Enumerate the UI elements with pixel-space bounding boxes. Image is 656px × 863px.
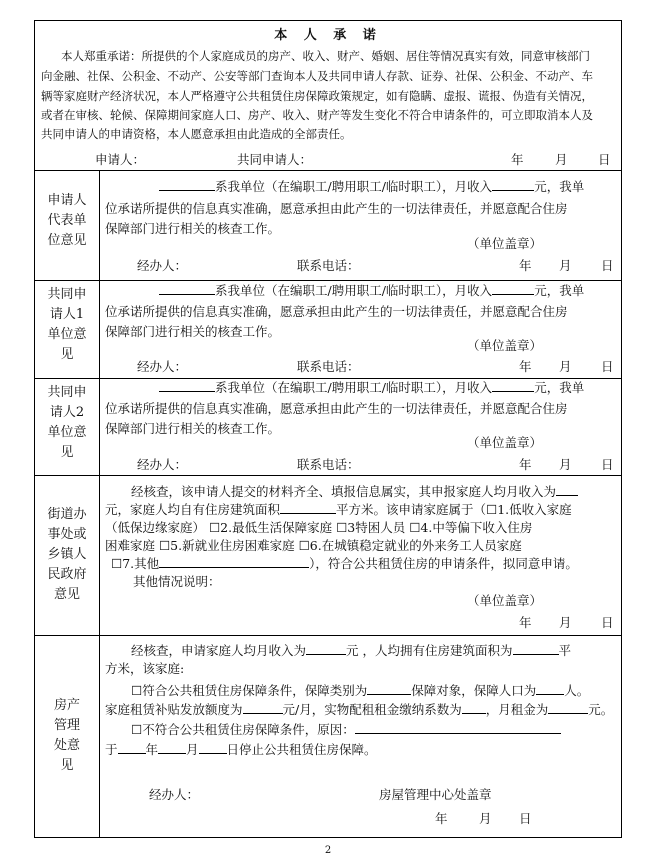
- handler-label: 经办人：: [149, 787, 200, 802]
- housing-verify-line: 经核查，申请家庭人均月收入为 元 ，人均拥有住房建筑面积为 平: [131, 643, 572, 658]
- phone-label: 联系电话：: [297, 457, 360, 472]
- street-category-line: ☐7.其他 ），符合公共租赁住房的申请条件，拟同意申请。: [111, 556, 578, 571]
- unit-statement-line: 位承诺所提供的信息真实准确，愿意承担由此产生的一切法律责任，并愿意配合住房: [105, 201, 568, 216]
- commitment-line: 或者在审核、轮候、保障期间家庭人口、房产、收入、财产等发生变化不符合申请条件的，可立即取消本人及: [41, 108, 593, 122]
- unit-statement-line: 保障部门进行相关的核查工作。: [105, 221, 281, 236]
- date-day: 日: [519, 811, 532, 826]
- date-year: 年: [519, 615, 532, 630]
- employee-name-blank[interactable]: [159, 380, 215, 392]
- unit-seal-label: （单位盖章）: [467, 435, 543, 450]
- date-year: 年: [519, 457, 532, 472]
- other-category-blank[interactable]: [159, 556, 309, 568]
- stop-day-blank[interactable]: [199, 742, 227, 754]
- section-label-co-applicant-1-unit: 共同申 请人1 单位意 见: [47, 287, 87, 362]
- section-label-co-applicant-2-unit: 共同申 请人2 单位意 见: [47, 385, 87, 460]
- handler-label: 经办人：: [137, 457, 188, 472]
- column-divider: [99, 170, 100, 837]
- housing-ineligible-line: ☐不符合公共租赁住房保障条件，原因：: [131, 722, 561, 738]
- date-day: 日: [598, 152, 611, 167]
- street-seal-label: （单位盖章）: [467, 593, 543, 608]
- unit-seal-label: （单位盖章）: [467, 236, 543, 251]
- unit-statement-line: 保障部门进行相关的核查工作。: [105, 421, 281, 436]
- street-verify-line: 元，家庭人均自有住房建筑面积 平方米。该申请家庭属于（☐1.低收入家庭: [105, 502, 572, 517]
- commitment-title: 本 人 承 诺: [274, 28, 382, 43]
- date-month: 月: [479, 811, 492, 826]
- section-label-housing-office: 房产 管理 处意 见: [53, 698, 80, 773]
- handler-label: 经办人：: [137, 258, 188, 273]
- commitment-line: 辆等家庭财产经济状况，本人严格遵守公共租赁住房保障政策规定，如有隐瞒、虚报、谎报、伪造有关情况，: [41, 89, 593, 103]
- monthly-income-blank[interactable]: [492, 380, 534, 392]
- housing-eligible-line: ☐符合公共租赁住房保障条件，保障类别为 保障对象，保障人口为 人。: [131, 683, 590, 698]
- date-year: 年: [519, 359, 532, 374]
- date-year: 年: [511, 152, 524, 167]
- housing-subsidy-line: 家庭租赁补贴发放额度为 元/月，实物配租租金缴纳系数为 ，月租金为 元。: [105, 702, 614, 717]
- housing-stop-line: 于 年 月 日停止公共租赁住房保障。: [105, 742, 377, 757]
- section-label-applicant-unit: 申请人 代表单 位意见: [47, 193, 87, 248]
- date-month: 月: [559, 359, 572, 374]
- row-divider: [35, 170, 621, 171]
- per-capita-income-blank[interactable]: [556, 484, 578, 496]
- rent-coefficient-blank[interactable]: [462, 702, 486, 714]
- unit-seal-label: （单位盖章）: [467, 338, 543, 353]
- handler-label: 经办人：: [137, 359, 188, 374]
- row-divider: [35, 635, 621, 636]
- page-number: 2: [324, 845, 332, 856]
- ineligible-reason-blank[interactable]: [355, 722, 561, 734]
- commitment-line: 向金融、社保、公积金、不动产、公安等部门查询本人及共同申请人存款、证券、社保、公积金、不动产、车: [41, 69, 593, 83]
- street-verify-line: 经核查，该申请人提交的材料齐全、填报信息属实，其申报家庭人均月收入为: [131, 484, 578, 500]
- row-divider: [35, 475, 621, 476]
- housing-area-blank[interactable]: [513, 643, 559, 655]
- housing-center-seal-label: 房屋管理中心处盖章: [379, 787, 492, 802]
- housing-verify-line: 方米，该家庭:: [105, 661, 185, 676]
- per-capita-income-blank[interactable]: [306, 643, 346, 655]
- commitment-line: 本人郑重承诺：所提供的个人家庭成员的房产、收入、财产、婚姻、居住等情况真实有效，同意审核部门: [61, 49, 590, 63]
- form-table: [34, 20, 622, 838]
- security-category-blank[interactable]: [367, 683, 411, 695]
- unit-statement-line: 保障部门进行相关的核查工作。: [105, 324, 281, 339]
- employee-name-blank[interactable]: [159, 179, 215, 191]
- section-label-street-office: 街道办 事处或 乡镇人 民政府 意见: [47, 507, 87, 602]
- employee-name-blank[interactable]: [159, 283, 215, 295]
- applicant-signature-label: 申请人：: [95, 152, 146, 167]
- monthly-income-blank[interactable]: [492, 283, 534, 295]
- row-divider: [35, 280, 621, 281]
- co-applicant-signature-label: 共同申请人：: [237, 152, 313, 167]
- street-category-line: （低保边缘家庭） ☐2.最低生活保障家庭 ☐3特困人员 ☐4.中等偏下收入住房: [105, 520, 533, 535]
- other-notes-label: 其他情况说明：: [133, 574, 221, 589]
- date-day: 日: [601, 359, 614, 374]
- date-day: 日: [601, 258, 614, 273]
- phone-label: 联系电话：: [297, 258, 360, 273]
- row-divider: [35, 378, 621, 379]
- housing-area-blank[interactable]: [280, 502, 336, 514]
- street-category-line: 困难家庭 ☐5.新就业住房困难家庭 ☐6.在城镇稳定就业的外来务工人员家庭: [105, 538, 522, 553]
- security-population-blank[interactable]: [536, 683, 564, 695]
- date-day: 日: [601, 615, 614, 630]
- date-day: 日: [601, 457, 614, 472]
- unit-statement-line: 系我单位（在编职工/聘用职工/临时职工），月收入 元，我单: [159, 380, 584, 396]
- date-month: 月: [559, 457, 572, 472]
- unit-statement-line: 位承诺所提供的信息真实准确，愿意承担由此产生的一切法律责任，并愿意配合住房: [105, 401, 568, 416]
- subsidy-amount-blank[interactable]: [243, 702, 283, 714]
- unit-statement-line: 系我单位（在编职工/聘用职工/临时职工），月收入 元，我单: [159, 179, 584, 195]
- phone-label: 联系电话：: [297, 359, 360, 374]
- date-month: 月: [559, 615, 572, 630]
- stop-year-blank[interactable]: [118, 742, 146, 754]
- unit-statement-line: 位承诺所提供的信息真实准确，愿意承担由此产生的一切法律责任，并愿意配合住房: [105, 304, 568, 319]
- unit-statement-line: 系我单位（在编职工/聘用职工/临时职工），月收入 元，我单: [159, 283, 584, 299]
- monthly-rent-blank[interactable]: [548, 702, 588, 714]
- date-month: 月: [559, 258, 572, 273]
- date-month: 月: [555, 152, 568, 167]
- date-year: 年: [519, 258, 532, 273]
- stop-month-blank[interactable]: [158, 742, 186, 754]
- date-year: 年: [435, 811, 448, 826]
- monthly-income-blank[interactable]: [492, 179, 534, 191]
- commitment-line: 共同申请人的申请资格，本人愿意承担由此造成的全部责任。: [41, 127, 352, 141]
